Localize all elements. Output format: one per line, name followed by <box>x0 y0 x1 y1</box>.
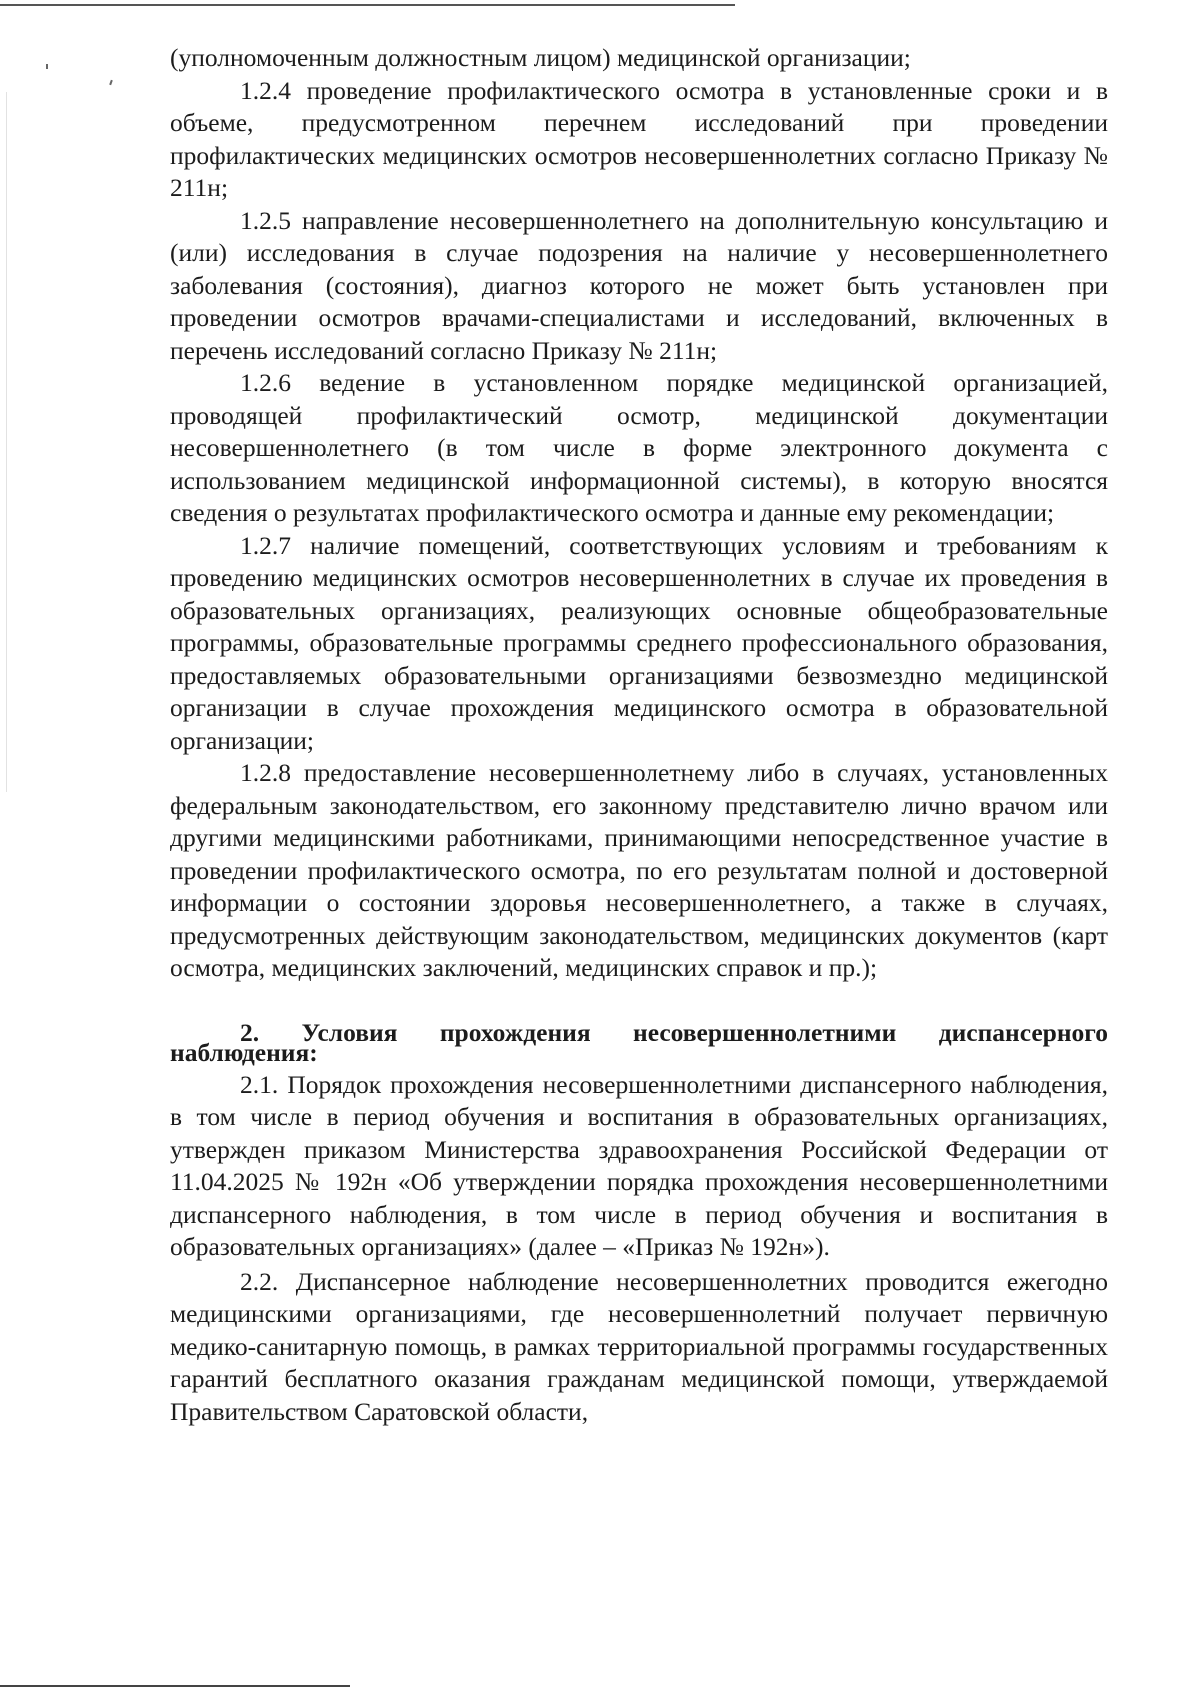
paragraph-text: направление несовершеннолетнего на дополнительную консультацию и (или) исследования в случае подозрения на наличие у несовершеннолетнего заболевания (состояния), диагноз которого не может быть установлен при проведении осмотров врачами-специалистами и исследований, включенных в перечень исследований согласно Приказу № 211н; <box>170 205 1108 365</box>
clause-number: 1.2.8 <box>240 758 291 787</box>
paragraph-2-2 <box>170 1266 1108 1429</box>
paragraph-text: Диспансерное наблюдение несовершеннолетних проводится ежегодно медицинскими организациями, где несовершеннолетний получает первичную медико-санитарную помощь, в рамках территориальной программы государственных гарантий бесплатного оказания гражданам медицинской помощи, утверждаемой Правительством Саратовской области, <box>170 1266 1108 1426</box>
clause-number: 1.2.6 <box>240 368 291 397</box>
paragraph-1-2-6 <box>170 367 1108 530</box>
paragraph-2-1 <box>170 1069 1108 1264</box>
clause-number: 1.2.5 <box>240 205 291 235</box>
left-scan-edge <box>6 92 7 792</box>
paragraph-1-2-8 <box>170 757 1108 985</box>
scan-speck <box>109 80 113 85</box>
clause-number: 1.2.4 <box>240 75 291 105</box>
paragraph-1-2-7 <box>170 530 1108 758</box>
clause-number: 2.1. <box>240 1069 279 1099</box>
paragraph-text: (уполномоченным должностным лицом) медицинской организации; <box>170 43 911 72</box>
paragraph-text: наличие помещений, соответствующих условиям и требованиям к проведению медицинских осмотров несовершеннолетних в случае их проведения в образовательных организациях, реализующих основные общеобразовательные программы, образовательные программы среднего профессионального образования, предоставляемых образовательными организациями безвозмездно медицинской организации в случае прохождения медицинского осмотра в образовательной организации; <box>170 530 1109 755</box>
paragraph-continuation <box>170 42 1108 75</box>
section-2-heading: 2. Условия прохождения несовершеннолетними диспансерного наблюдения: <box>170 1017 1108 1067</box>
paragraph-text: ведение в установленном порядке медицинской организацией, проводящей профилактический осмотр, медицинской документации несовершеннолетнего (в том числе в форме электронного документа с использованием медицинской информационной системы), в которую вносятся сведения о результатах профилактического осмотра и данные ему рекомендации; <box>170 368 1108 527</box>
clause-number: 2.2. <box>240 1266 279 1296</box>
paragraph-text: Порядок прохождения несовершеннолетними диспансерного наблюдения, в том числе в период обучения и воспитания в образовательных организациях, утвержден приказом Министерства здравоохранения Российской Федерации от 11.04.2025 № 192н «Об утверждении порядка прохождения несовершеннолетними диспансерного наблюдения, в том числе в период обучения и воспитания в образовательных организациях» (далее – «Приказ № 192н»). <box>170 1069 1109 1261</box>
scan-speck <box>46 64 48 69</box>
top-scan-border <box>0 4 735 6</box>
document-page <box>170 42 1108 1428</box>
paragraph-text: предоставление несовершеннолетнему либо в случаях, установленных федеральным законодательством, его законному представителю лично врачом или другими медицинскими работниками, принимающими непосредственное участие в проведении профилактического осмотра, по его результатам полной и достоверной информации о состоянии здоровья несовершеннолетнего, а также в случаях, предусмотренных действующим законодательством, медицинских документов (карт осмотра, медицинских заключений, медицинских справок и пр.); <box>170 758 1108 982</box>
paragraph-1-2-5 <box>170 205 1108 368</box>
paragraph-1-2-4 <box>170 75 1108 205</box>
bottom-scan-border <box>0 1685 350 1687</box>
clause-number: 1.2.7 <box>240 530 291 560</box>
paragraph-text: проведение профилактического осмотра в установленные сроки и в объеме, предусмотренном перечнем исследований при проведении профилактических медицинских осмотров несовершеннолетних согласно Приказу № 211н; <box>170 75 1109 202</box>
